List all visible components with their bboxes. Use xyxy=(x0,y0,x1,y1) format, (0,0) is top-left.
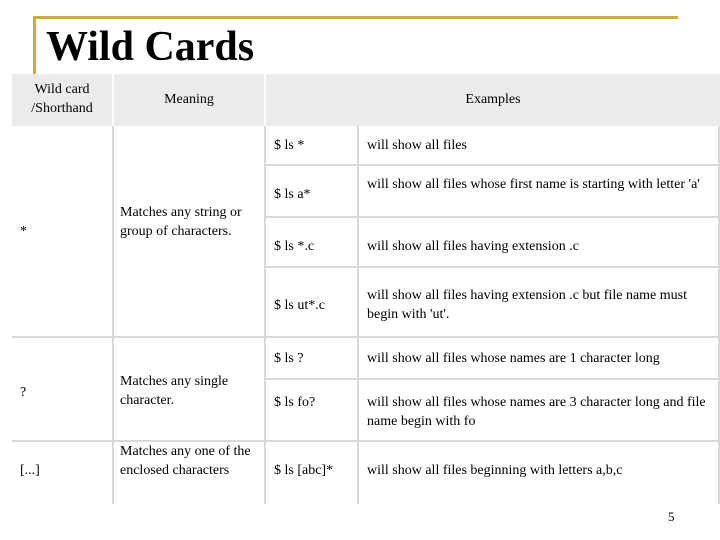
example-description: will show all files whose names are 1 character long xyxy=(367,351,660,366)
wildcard-symbol-question: ? xyxy=(20,385,27,400)
example-description: will show all files having extension .c xyxy=(367,239,579,254)
meaning-brackets: Matches any one of the enclosed characters xyxy=(120,444,251,478)
header-meaning: Meaning xyxy=(164,92,214,107)
example-description: will show all files beginning with letters a,b,c xyxy=(367,463,623,478)
example-command: $ ls ut*.c xyxy=(274,298,325,313)
column-divider xyxy=(112,126,114,504)
example-command: $ ls fo? xyxy=(274,395,316,410)
meaning-star: Matches any string or group of characters. xyxy=(120,205,242,239)
row-divider xyxy=(266,164,720,166)
example-description: will show all files having extension .c but file name must begin with 'ut'. xyxy=(367,288,687,322)
column-divider xyxy=(264,126,266,504)
group-divider xyxy=(12,336,720,338)
header-examples: Examples xyxy=(465,92,521,107)
wildcards-table xyxy=(12,74,720,504)
example-description: will show all files xyxy=(367,138,467,153)
wildcard-symbol-star: * xyxy=(20,224,27,239)
meaning-question: Matches any single character. xyxy=(120,374,229,408)
group-divider xyxy=(12,440,720,442)
column-divider xyxy=(357,126,359,504)
wildcard-symbol-brackets: [...] xyxy=(20,463,40,478)
example-description: will show all files whose names are 3 character long and file name begin with fo xyxy=(367,395,706,429)
example-command: $ ls ? xyxy=(274,351,304,366)
page-number: 5 xyxy=(668,509,675,524)
slide-title: Wild Cards xyxy=(46,24,255,70)
row-divider xyxy=(266,216,720,218)
row-divider xyxy=(266,378,720,380)
example-command: $ ls * xyxy=(274,138,305,153)
header-wildcard: Wild card /Shorthand xyxy=(31,82,93,116)
example-command: $ ls a* xyxy=(274,187,311,202)
title-accent-bar xyxy=(33,16,36,74)
title-accent-line xyxy=(33,16,678,19)
example-command: $ ls *.c xyxy=(274,239,315,254)
example-command: $ ls [abc]* xyxy=(274,463,334,478)
example-description: will show all files whose first name is starting with letter 'a' xyxy=(367,177,700,192)
row-divider xyxy=(266,266,720,268)
